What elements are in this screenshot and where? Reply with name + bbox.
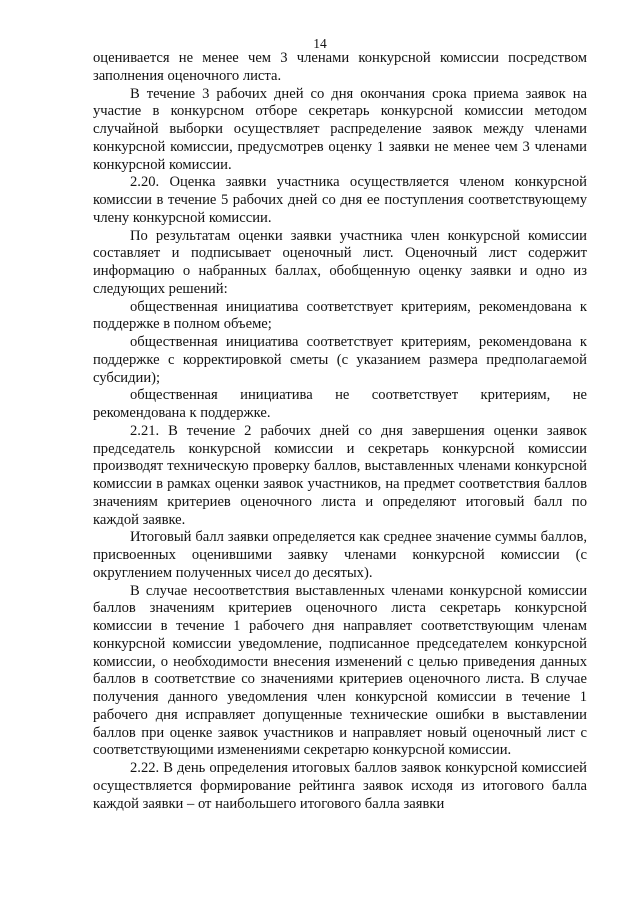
document-body bbox=[93, 50, 587, 813]
paragraph-2-21: 2.21. В течение 2 рабочих дней со дня завершения оценки заявок председатель конкурсной комиссии и секретарь конкурсной комиссии производят техническую проверку баллов, выставленных членами конкурсной комиссии в рамках оценки заявок участников, на предмет соответствия баллов значениям критериев оценочного листа и определяют итоговый балл по каждой заявке. bbox=[93, 422, 587, 528]
paragraph-2-20: 2.20. Оценка заявки участника осуществляется членом конкурсной комиссии в течение 5 рабочих дней со дня ее поступления соответствующему члену конкурсной комиссии. bbox=[93, 174, 587, 226]
decision-option-full-support: общественная инициатива соответствует критериям, рекомендована к поддержке в полном объеме; bbox=[93, 298, 587, 333]
decision-option-not-recommended: общественная инициатива не соответствует критериям, не рекомендована к поддержке. bbox=[93, 387, 587, 421]
paragraph-evaluation-sheet: По результатам оценки заявки участника член конкурсной комиссии составляет и подписывает оценочный лист. Оценочный лист содержит информацию о набранных баллах, обобщенную оценку заявки и одно из следующих решений: bbox=[93, 227, 587, 297]
paragraph-score-mismatch: В случае несоответствия выставленных членами конкурсной комиссии баллов значениям критериев оценочного листа секретарь конкурсной комиссии в течение 1 рабочего дня направляет соответствующим членам конкурсной комиссии уведомление, подписанное председателем конкурсной комиссии, о необходимости внесения изменений с целью приведения данных баллов в соответствие со значениями критериев оценочного листа. В случае получения данного уведомления член конкурсной комиссии в течение 1 рабочего дня исправляет допущенные технические ошибки в выставлении баллов при оценке заявок участников и направляет новый оценочный лист с соответствующими изменениями секретарю конкурсной комиссии. bbox=[93, 582, 587, 759]
decision-option-adjusted-support: общественная инициатива соответствует критериям, рекомендована к поддержке с корректировкой сметы (с указанием размера предполагаемой субсидии); bbox=[93, 334, 587, 386]
paragraph-final-score: Итоговый балл заявки определяется как среднее значение суммы баллов, присвоенных оценившими заявку членами конкурсной комиссии (с округлением полученных чисел до десятых). bbox=[93, 529, 587, 581]
paragraph-application-distribution: В течение 3 рабочих дней со дня окончания срока приема заявок на участие в конкурсном отборе секретарь конкурсной комиссии методом случайной выборки осуществляет распределение заявок между членами конкурсной комиссии, предусмотрев оценку 1 заявки не менее чем 3 членами конкурсной комиссии. bbox=[93, 85, 587, 173]
page-number: 14 bbox=[313, 36, 327, 51]
paragraph-continuation: оценивается не менее чем 3 членами конкурсной комиссии посредством заполнения оценочного листа. bbox=[93, 50, 587, 84]
paragraph-2-22: 2.22. В день определения итоговых баллов заявок конкурсной комиссией осуществляется формирование рейтинга заявок исходя из итогового балла каждой заявки – от наибольшего итогового балла заявки bbox=[93, 760, 587, 812]
